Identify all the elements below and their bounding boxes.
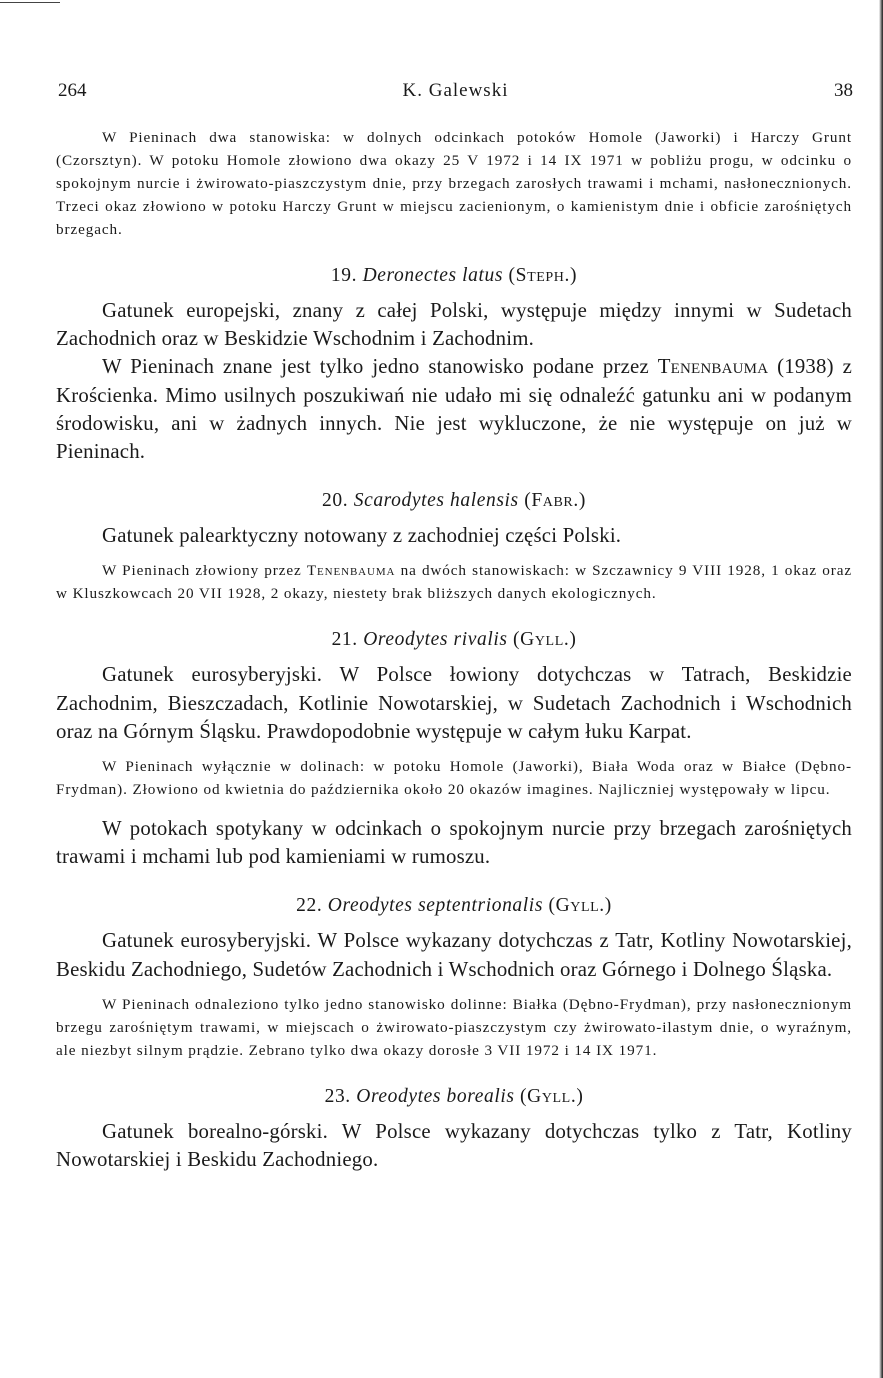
species-21-paragraph-2: W potokach spotykany w odcinkach o spokojnym nurcie przy brzegach zarośniętych trawami i mchami lub pod kamieniami w rumoszu.	[56, 817, 852, 869]
species-20-small-paragraph	[56, 559, 852, 605]
species-name: Oreodytes borealis	[356, 1085, 515, 1107]
species-22-paragraph-1: Gatunek eurosyberyjski. W Polsce wykazany dotychczas z Tatr, Kotliny Nowotarskiej, Beskidu Zachodniego, Sudetów Zachodnich i Wschodnich oraz Górnego i Dolnego Śląska.	[56, 929, 852, 981]
page-number: 264	[58, 80, 87, 101]
text-span: W Pieninach złowiony przez	[102, 562, 307, 580]
species-number: 19.	[330, 265, 358, 286]
species-heading-20: 20. Scarodytes halensis (Fabr.)	[322, 490, 586, 512]
species-author: Gyll.	[520, 629, 570, 651]
species-heading-22: 22. Oreodytes septentrionalis (Gyll.)	[296, 895, 612, 917]
species-name: Scarodytes halensis	[353, 490, 519, 512]
species-heading-21: 21. Oreodytes rivalis (Gyll.)	[331, 629, 577, 651]
running-title: K. Galewski	[402, 80, 509, 101]
species-name: Deronectes latus	[362, 265, 504, 286]
cited-author: Tenenbauma	[657, 355, 769, 379]
species-heading-23: 23. Oreodytes borealis (Gyll.)	[324, 1085, 584, 1107]
cited-author: Tenenbauma	[306, 562, 396, 580]
species-author: Steph.	[515, 265, 570, 286]
species-19-paragraph-1: Gatunek europejski, znany z całej Polski, występuje między innymi w Sudetach Zachodnich oraz w Beskidzie Wschodnim i Zachodnim.	[56, 299, 852, 351]
species-number: 22.	[296, 895, 323, 917]
species-number: 20.	[322, 490, 349, 512]
species-21-small-paragraph: W Pieninach wyłącznie w dolinach: w potoku Homole (Jaworki), Biała Woda oraz w Białce (Dębno-Frydman). Złowiono od kwietnia do października około 20 okazów imagines. Najliczniej występowały w lipcu.	[56, 758, 852, 799]
species-21-paragraph-1: Gatunek eurosyberyjski. W Polsce łowiony dotychczas w Tatrach, Beskidzie Zachodnim, Bieszczadach, Kotlinie Nowotarskiej, w Sudetach Zachodnich i Wschodnich oraz na Górnym Śląsku. Prawdopodobnie występuje w całym łuku Karpat.	[56, 663, 852, 743]
running-header	[58, 80, 853, 104]
page-edge-shadow	[879, 0, 883, 1378]
species-name: Oreodytes septentrionalis	[327, 895, 544, 917]
species-19-paragraph-2	[56, 353, 852, 466]
text-span: W Pieninach znane jest tylko jedno stanowisko podane przez	[102, 355, 658, 379]
species-author: Gyll.	[527, 1085, 577, 1107]
top-rule	[0, 2, 60, 3]
volume-number: 38	[834, 80, 853, 101]
species-23-paragraph-1: Gatunek borealno-górski. W Polsce wykazany dotychczas tylko z Tatr, Kotliny Nowotarskiej i Beskidu Zachodniego.	[56, 1119, 852, 1172]
species-author: Gyll.	[555, 895, 605, 917]
intro-paragraph: W Pieninach dwa stanowiska: w dolnych odcinkach potoków Homole (Jaworki) i Harczy Grunt (Czorsztyn). W potoku Homole złowiono dwa okazy 25 V 1972 i 14 IX 1971 w pobliżu progu, w odcinku o spokojnym nurcie i żwirowato-piaszczystym dnie, przy brzegach zarosłych trawami i mchami, nasłonecznionych. Trzeci okaz złowiono w potoku Harczy Grunt w miejscu zacienionym, o kamienistym dnie i obficie zarośniętych brzegach.	[56, 129, 852, 238]
species-heading-19: 19. Deronectes latus (Steph.)	[330, 265, 578, 286]
text-span: (1938) z Krościenka. Mimo usilnych poszukiwań nie udało mi się odnaleźć gatunku ani w podanym środowisku, ani w żadnych innych. Nie jest wykluczone, że nie występuje on już w Pieninach.	[56, 355, 853, 464]
species-author: Fabr.	[531, 490, 579, 512]
page-body	[56, 126, 852, 1174]
text-span: na dwóch stanowiskach: w Szczawnicy 9 VIII 1928, 1 okaz oraz w Kluszkowcach 20 VII 1928, 2 okazy, niestety brak bliższych danych ekologicznych.	[56, 562, 852, 603]
species-20-paragraph-1: Gatunek palearktyczny notowany z zachodniej części Polski.	[102, 524, 622, 548]
species-22-small-paragraph: W Pieninach odnaleziono tylko jedno stanowisko dolinne: Białka (Dębno-Frydman), przy nasłonecznionym brzegu zarośniętym trawami, w miejscach o żwirowato-piaszczystym czy żwirowato-ilastym dnie, o wyraźnym, ale niezbyt silnym prądzie. Zebrano tylko dwa okazy dorosłe 3 VII 1972 i 14 IX 1971.	[56, 995, 852, 1059]
species-number: 21.	[331, 629, 358, 651]
species-name: Oreodytes rivalis	[363, 629, 508, 651]
species-number: 23.	[324, 1085, 351, 1107]
